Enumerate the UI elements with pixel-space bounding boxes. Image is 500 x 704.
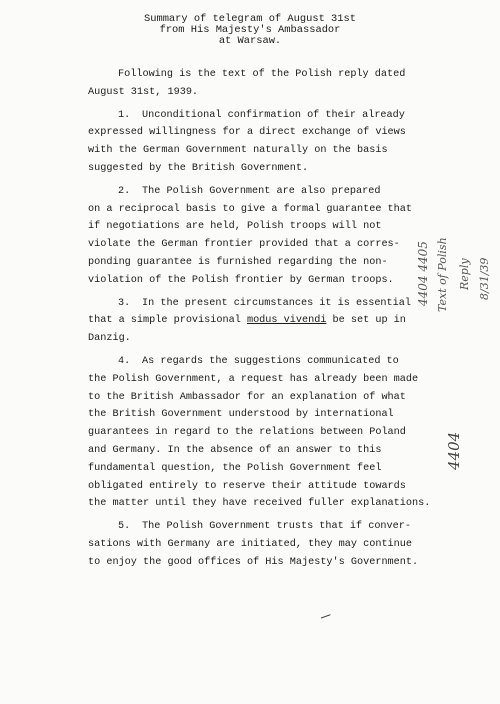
- paragraph-3-text-a: that a simple provisional: [88, 315, 247, 327]
- paragraph-1-line-2: expressed willingness for a direct exchange of views: [88, 127, 406, 139]
- paragraph-4-line-1: [88, 353, 448, 371]
- paragraph-1-line-3: with the German Government naturally on the basis: [88, 145, 388, 157]
- intro-line-1: Following is the text of the Polish reply dated: [118, 69, 406, 80]
- handwritten-note-reply: Reply: [458, 258, 471, 290]
- paragraph-1-line-4: suggested by the British Government.: [88, 162, 309, 174]
- paragraph-3-text: In the present circumstances it is essential: [142, 297, 411, 309]
- paragraph-5-line-1: [88, 518, 448, 536]
- paragraph-3-line-2: [88, 312, 448, 330]
- intro-line-2: August 31st, 1939.: [88, 86, 199, 98]
- paragraph-3-number: 3.: [118, 297, 131, 309]
- handwritten-note-file-number: 4404: [445, 431, 463, 470]
- paragraph-4-number: 4.: [118, 355, 131, 367]
- document-body: [88, 66, 448, 572]
- paragraph-4-line-7: fundamental question, the Polish Government feel: [88, 462, 382, 474]
- paragraph-5-text: The Polish Government trusts that if conver-: [142, 521, 411, 533]
- paragraph-2-number: 2.: [118, 185, 131, 197]
- paragraph-1-number: 1.: [118, 109, 131, 121]
- heading-line-3: at Warsaw.: [218, 35, 282, 47]
- paragraph-4-line-8: obligated entirely to reserve their attitude towards: [88, 480, 406, 492]
- paragraph-2-text: The Polish Government are also prepared: [142, 185, 381, 197]
- paragraph-4-line-6: and Germany. In the absence of an answer to this: [88, 444, 382, 456]
- heading-line-1: Summary of telegram of August 31st: [143, 13, 356, 25]
- paragraph-4-line-3: to the British Ambassador for an explanation of what: [88, 391, 406, 403]
- paragraph-3-line-3: Danzig.: [88, 333, 131, 345]
- paragraph-1-text: Unconditional confirmation of their already: [142, 109, 405, 121]
- paragraph-4-text: As regards the suggestions communicated to: [142, 355, 399, 367]
- handwritten-note-numbers: 4404 4405: [416, 241, 430, 306]
- paragraph-2-line-3: if negotiations are held, Polish troops will not: [88, 221, 382, 233]
- paragraph-2-line-6: violation of the Polish frontier by German troops.: [88, 274, 394, 286]
- paragraph-3-text-b: be set up in: [326, 315, 406, 327]
- paragraph-3-line-1: [88, 295, 448, 313]
- handwritten-note-title: Text of Polish: [436, 237, 449, 312]
- paragraph-5-line-2: sations with Germany are initiated, they may continue: [88, 538, 413, 550]
- paragraph-5-line-3: to enjoy the good offices of His Majesty's Government.: [88, 556, 419, 568]
- paragraph-2-line-2: on a reciprocal basis to give a formal guarantee that: [88, 203, 413, 215]
- paragraph-4-line-9: the matter until they have received fuller explanations.: [88, 498, 431, 510]
- paragraph-1-line-1: [88, 107, 448, 125]
- paragraph-2-line-5: ponding guarantee is furnished regarding the non-: [88, 256, 388, 268]
- paragraph-2-line-1: [88, 183, 448, 201]
- paragraph-2-line-4: violate the German frontier provided that a corres-: [88, 239, 400, 251]
- paragraph-4-line-5: guarantees in regard to the relations between Poland: [88, 427, 406, 439]
- handwritten-note-date: 8/31/39: [478, 257, 491, 300]
- paragraph-4-line-2: the Polish Government, a request has already been made: [88, 373, 419, 385]
- paragraph-5-number: 5.: [118, 521, 131, 533]
- modus-vivendi-underlined: modus vivendi: [246, 315, 327, 327]
- paragraph-4-line-4: the British Government understood by international: [88, 409, 394, 421]
- pen-mark: [319, 610, 330, 618]
- document-heading: [120, 14, 380, 47]
- heading-line-2: from His Majesty's Ambassador: [159, 24, 341, 36]
